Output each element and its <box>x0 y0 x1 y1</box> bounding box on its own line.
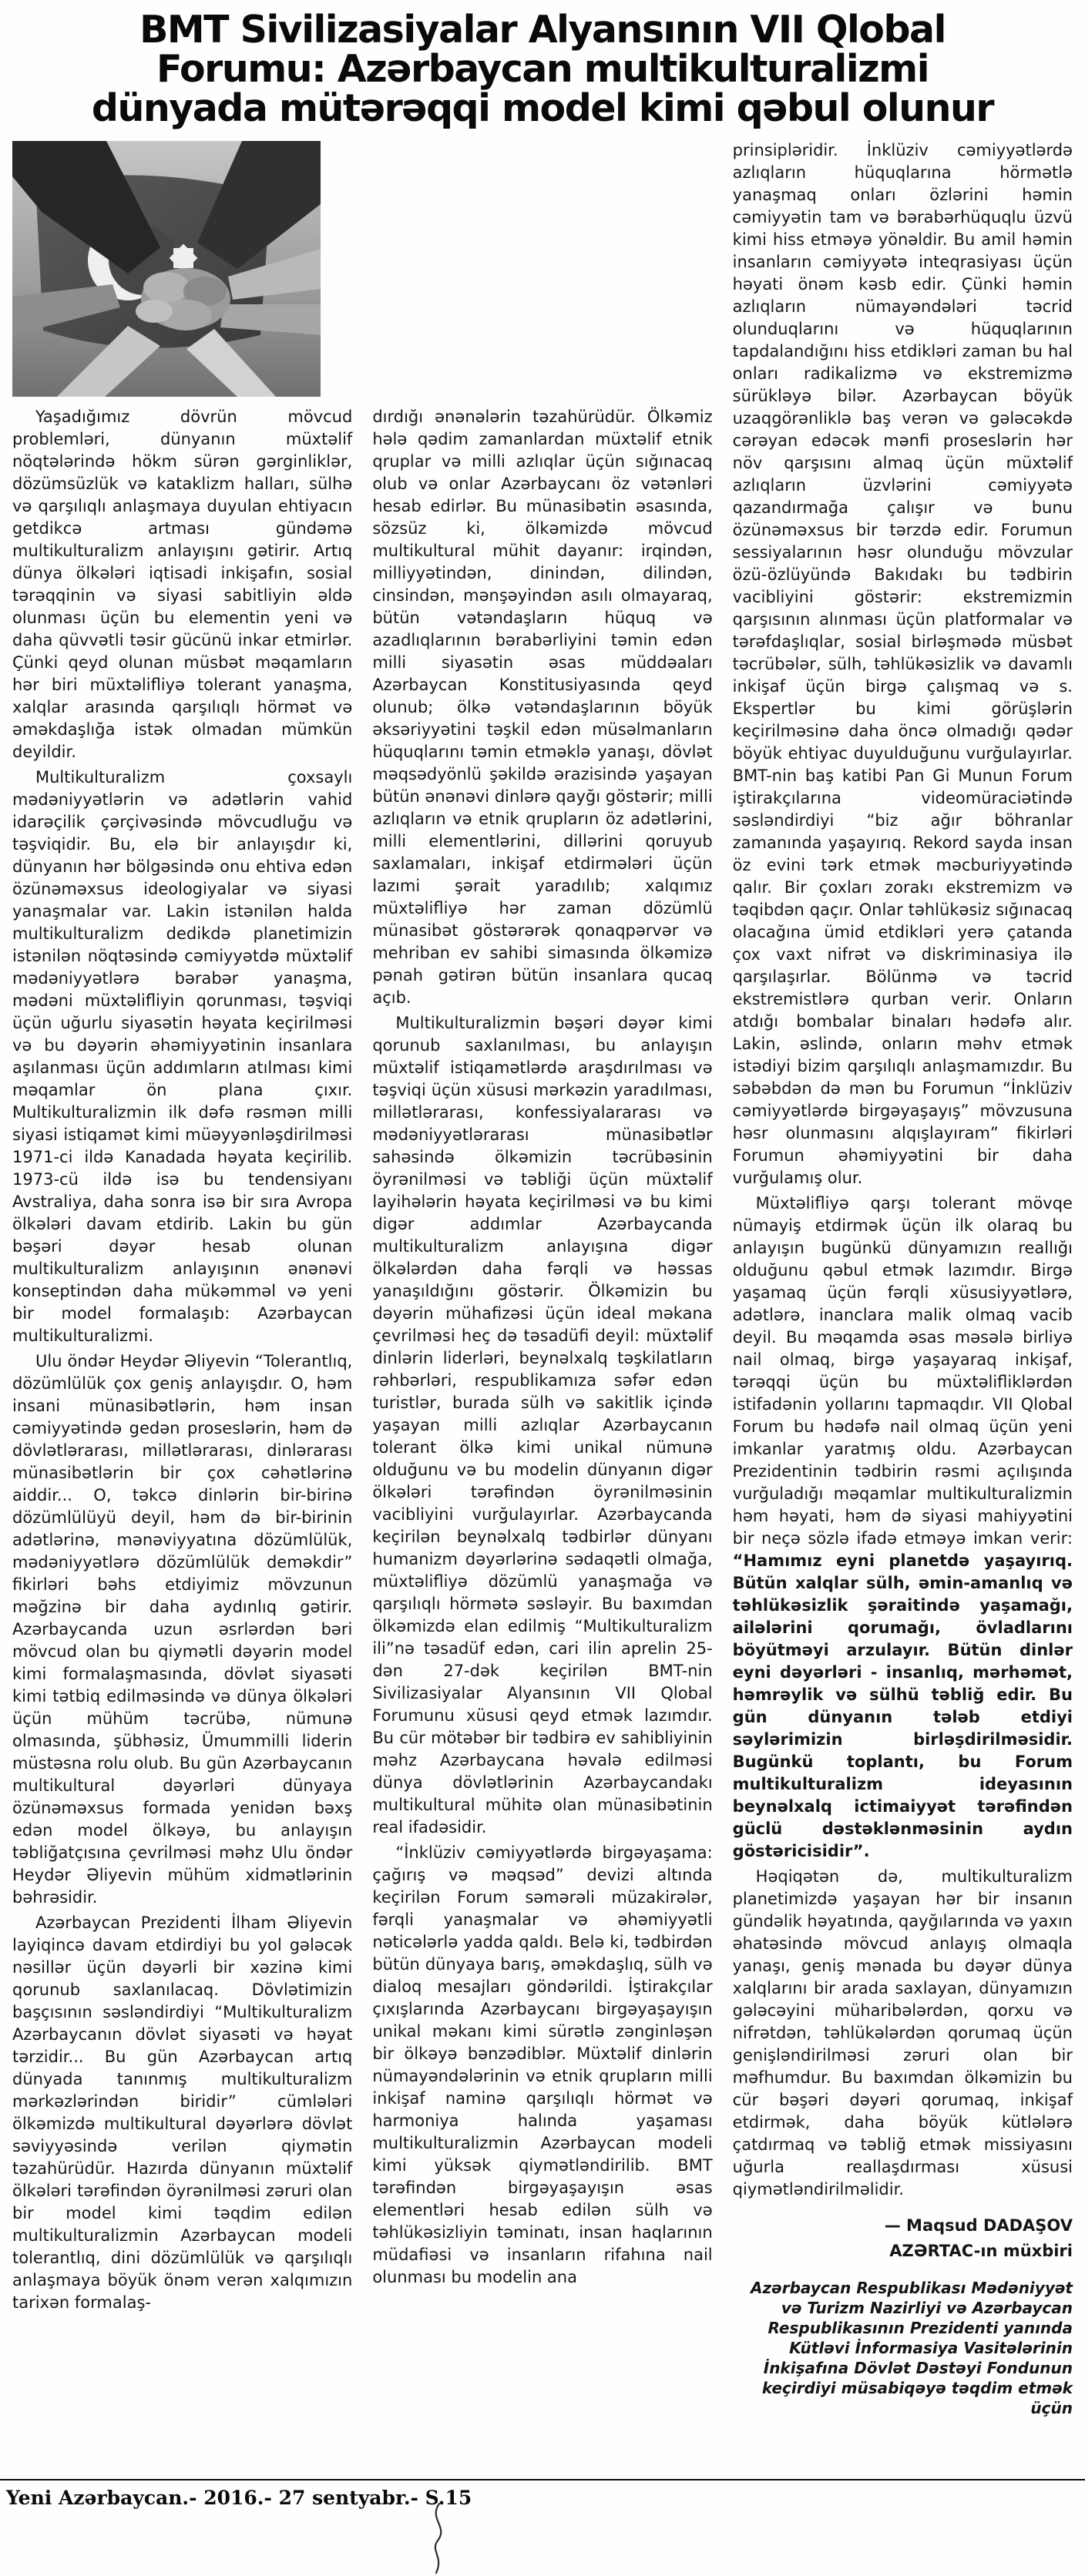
source-citation: Yeni Azərbaycan.- 2016.- 27 sentyabr.- S.15 <box>6 2487 472 2509</box>
paragraph-6: “İnklüziv cəmiyyətlərdə birgəyaşama: çağırış və məqsəd” devizi altında keçirilən Forum səmərəli müzakirələr, fərqli yanaşmalar və əhəmiyyətli nəticələrlə yadda qaldı. Belə ki, tədbirdən bütün dünyaya barış, əməkdaşlıq, sülh və dialoq mesajları göndərildi. İştirakçılar çıxışlarında Azərbaycanı birgəyaşayışın unikal məkanı kimi sürətlə zənginləşən bir ölkəyə bənzədiblər. Müxtəlif dinlərin nümayəndələrinin və etnik qrupların milli inkişaf naminə qarşılıqlı hörmət və harmoniya halında yaşaması multikulturalizmin Azərbaycan modeli kimi yüksək qiymətləndirilib. BMT tərəfindən birgəyaşayışın əsas elementləri hesab edilən sülh və təhlükəsizliyin təminatı, insan haqlarının müdafiəsi və insanların rifahına nail olunması bu modelin ana <box>372 1843 713 2286</box>
president-quote: “Hamımız eyni planetdə yaşayırıq. Bütün xalqlar sülh, əmin-amanlıq və təhlükəsizlik şəraitində yaşamağı, ailələrini qorumağı, övladlarını böyütməyi arzulayır. Bütün dinlər eyni dəyərləri - insanlıq, mərhəmət, həmrəylik və sülhü təbliğ edir. Bu gün dünyanın tələb etdiyi səylərimizin birləşdirilməsidir. Bugünkü toplantı, bu Forum multikulturalizm ideyasının beynəlxalq ictimaiyyət tərəfindən güclü dəstəklənməsinin aydın göstəricisidir”. <box>732 1551 1073 1860</box>
paragraph-2: Multikulturalizm çoxsaylı mədəniyyətlərin və adətlərin vahid idarəçilik çərçivəsində mövcudluğu və təşviqidir. Bu, elə bir anlayışdır ki, dünyanın hər bölgəsində onu ehtiva edən özünəməxsus ideologiyalar və siyasi yanaşmalar var. Lakin istənilən halda multikulturalizm dedikdə planetimizin istənilən nöqtəsində cəmiyyətdə müxtəlif mədəniyyətlərə bərabər yanaşma, mədəni müxtəlifliyin qorunması, təşviqi üçün uğurlu siyasətin həyata keçirilməsi və bu dəyərin əhəmiyyətinin insanlara aşılanması üçün addımların atılması kimi məqamlar ön plana çıxır. Multikulturalizmin ilk dəfə rəsmən milli siyasi istiqamət kimi müəyyənləşdirilməsi 1971-ci ildə Kanadada həyata keçirilib. 1973-cü ildə isə bu tendensiyanı Avstraliya, daha sonra isə bir sıra Avropa ölkələri davam etdirib. Lakin bu gün bəşəri dəyər hesab olunan multikulturalizm anlayışının ənənəvi konseptindən daha mükəmməl və yeni bir model formalaşıb: Azərbaycan multikulturalizmi. <box>12 767 353 1345</box>
headline-line-3: dünyada mütərəqqi model kimi qəbul olunur <box>91 86 994 130</box>
unity-hands-over-azerbaijani-flag-photo <box>12 141 321 397</box>
paragraph-1: Yaşadığımız dövrün mövcud problemləri, dünyanın müxtəlif nöqtələrində hökm sürən gərginliklər, dözümsüzlük və kataklizm halları, sülhə və qarşılıqlı anlaşmaya duyulan ehtiyacın getdikcə artması gündəmə multikulturalizm anlayışını gətirir. Artıq dünya ölkələri iqtisadi inkişafın, sosial tərəqqinin və siyasi sabitliyin əldə olunması üçün bu elementin yeni və daha qüvvətli təsir gücünü inkar etmirlər. Çünki qeyd olunan müsbət məqamların hər biri müxtəlifliyə tolerant yanaşma, xalqlar arasında qarşılıqlı hörmət və əməkdaşlığa istək olmadan mümkün deyildir. <box>12 407 353 761</box>
column-1 <box>12 139 352 2317</box>
column-2 <box>372 139 712 2292</box>
paragraph-5: Multikulturalizmin bəşəri dəyər kimi qorunub saxlanılması, bu anlayışın müxtəlif istiqamətlərdə araşdırılması və təşviqi üçün xüsusi mərkəzin yaradılması, millətlərarası, konfessiyalararası və mədəniyyətlərarası münasibətlər sahəsində ölkəmizin təcrübəsinin öyrənilməsi və təbliği üçün müxtəlif layihələrin həyata keçirilməsi və bu kimi digər addımlar Azərbaycanda multikulturalizm anlayışına digər ölkələrdən daha fərqli və həssas yanaşıldığını göstərir. Ölkəmizin bu dəyərin mühafizəsi üçün ideal məkana çevrilməsi heç də təsadüfi deyil: müxtəlif dinlərin liderləri, beynəlxalq təşkilatların rəhbərləri, respublikamıza səfər edən turistlər, burada sülh və sakitlik içində yaşayan milli azlıqlar Azərbaycanın tolerant ölkə kimi unikal nümunə olduğunu və bu modelin dünyanın digər ölkələri tərəfindən öyrənilməsinin vacibliyini vurğulayırlar. Azərbaycanda keçirilən beynəlxalq tədbirlər dünyanı humanizm dəyərlərinə sədaqətli olmağa, müxtəlifliyə dözümlü yanaşmağa və qarşılıqlı hörmətə səsləyir. Bu baxımdan ölkəmizdə elan edilmiş “Multikulturalizm ili”nə təsadüf edən, cari ilin aprelin 25-dən 27-dək keçirilən BMT-nin Sivilizasiyalar Alyansının VII Qlobal Forumunu xüsusi qeyd etmək lazımdır. Bu cür mötəbər bir tədbirə ev sahibliyinin məhz Azərbaycana həvalə edilməsi dünya dövlətlərinin Azərbaycandakı multikultural mühitə olan münasibətinin real ifadəsidir. <box>372 1013 713 1836</box>
paragraph-3: Ulu öndər Heydər Əliyevin “Tolerantlıq, dözümlülük çox geniş anlayışdır. O, həm insani münasibətlərin, həm insan cəmiyyətində gedən proseslərin, həm də dövlətlərarası, millətlərarası, dinlərarası münasibətlərin bir çox cəhətlərinə aiddir... O, təkcə dinlərin bir-birinə dözümlülüyü deyil, həm də bir-birinin adətlərinə, mənəviyyatına dözümlülük, mədəniyyətlərə dözümlülük deməkdir” fikirləri bəhs etdiyimiz mövzunun məğzinə bir daha aydınlıq gətirir. Azərbaycanda uzun əsrlərdən bəri mövcud olan bu qiymətli dəyərin model kimi formalaşmasında, dövlət siyasəti kimi tətbiq edilməsində və dünya ölkələri üçün mühüm təcrübə, nümunə olmasında, şübhəsiz, Ümummilli liderin müstəsna rolu olub. Bu gün Azərbaycanın multikultural dəyərləri dünyaya özünəməxsus formada yenidən bəxş edən model ölkəyə, bu anlayışın təbliğatçısına çevrilməsi məhz Ulu öndər Heydər Əliyevin mühüm xidmətlərinin bəhrəsidir. <box>12 1351 353 1907</box>
paragraph-7 <box>733 1192 1073 1863</box>
headline-line-2: Forumu: Azərbaycan multikulturalizmi <box>156 46 929 91</box>
paragraph-8: Həqiqətən də, multikulturalizm planetimizdə yaşayan hər bir insanın gündəlik həyatında, qayğılarında və yaxın əhatəsində mövcud anlayış olmaqla yanaşı, geniş mənada bu dəyər dünya xalqlarını bir arada saxlayan, dünyamızın gələcəyini müharibələrdən, qorxu və nifrətdən, təhlükələrdən qorumaq üçün genişləndirilməsi zəruri olan bir məfhumdur. Bu baxımdan ölkəmizin bu cür bəşəri dəyəri qorumaq, inkişaf etdirmək, daha böyük kütlələrə çatdırmaq və təbliğ etmək missiyasını uğurla reallaşdırması xüsusi qiymətləndirilməlidir. <box>732 1867 1073 2199</box>
author-signature: — Maqsud DADAŞOV <box>884 2215 1073 2235</box>
hand-1 <box>143 272 190 303</box>
paragraph-4: Azərbaycan Prezidenti İlham Əliyevin layiqincə davam etdirdiyi bu yol gələcək nəsillər üçün dəyərli bir xəzinə kimi qorunub saxlanılacaq. Dövlətimizin başçısının səsləndirdiyi “Multikulturalizm Azərbaycanın dövlət siyasəti və həyat tərzidir... Bu gün Azərbaycan artıq dünyada tanınmış multikulturalizm mərkəzlərindən biridir” cümlələri ölkəmizdə multikultural dəyərlərə dövlət səviyyəsində verilən qiymətin təzahürüdür. Hazırda dünyanın müxtəlif ölkələri tərəfindən öyrənilməsi zəruri olan bir model kimi təqdim edilən multikulturalizmin Azərbaycan modeli tolerantlıq, dini dözümlülük və qarşılıqlı anlaşmaya böyük önəm verən xalqımızın tarixən formalaş- <box>12 1913 353 2312</box>
paragraph-6-continued: prinsipləridir. İnklüziv cəmiyyətlərdə azlıqların hüquqlarına hörmətlə yanaşmaq onları özlərini həmin cəmiyyətin tam və bərabərhüquqlu üzvü kimi hiss etməyə yönəldir. Bu amil həmin insanların cəmiyyətə inteqrasiyası üçün həyati önəm kəsb edir. Çünki həmin azlıqların nümayəndələri təcrid olunduqlarını və hüquqlarının tapdalandığını hiss etdikləri zaman bu hal onları radikalizmə və ekstremizmə sürükləyə bilər. Azərbaycan böyük uzaqgörənliklə baş verən və gələcəkdə cərəyan edəcək mənfi proseslərin hər növ qarşısını almaq üçün müxtəlif azlıqların üzvlərini cəmiyyətə qazandırmağa çalışır və bunu özünəməxsus bir tərzdə edir. Forumun sessiyalarının həsr olunduğu mövzular özü-özlüyündə Bakıdakı bu tədbirin vacibliyini göstərir: ekstremizmin qarşısının alınması üçün platformalar və tərəfdaşlıqlar, sosial birləşmədə müsbət təcrübələr, sülh, təhlükəsizlik və davamlı inkişaf üçün birgə çalışmaq və s. Ekspertlər bu kimi görüşlərin keçirilməsinə daha öncə olmadığı qədər böyük ehtiyac duyulduğunu vurğulayırlar. BMT-nin baş katibi Pan Gi Munun Forum iştirakçılarına videomüraciətində səsləndirdiyi “biz ağır böhranlar zamanında yaşayırıq. Rekord sayda insan öz evini tərk etmək məcburiyyətində qalır. Bir çoxları zorakı ekstremizm və təqibdən qaçır. Onlar təhlükəsiz sığınacaq olacağına ümid etdikləri yerə çatanda çox vaxt nifrət və diskriminasiya ilə qarşılaşırlar. Bölünmə və təcrid ekstremistlərə qurban verir. Onların atdığı bombalar binaları hədəfə alır. Lakin, əslində, onların məhv etmək istədiyi bizim qarşılıqlı anlaşmamızdır. Bu səbəbdən də mən bu Forumun “İnklüziv cəmiyyətlərdə birgəyaşayış” mövzusuna həsr olunmasını alqışlayıram” fikirləri Forumun əhəmiyyətini bir daha vurğulamış olur. <box>732 140 1073 1187</box>
hand-4 <box>136 300 173 323</box>
paragraph-4-continued: dırdığı ənənələrin təzahürüdür. Ölkəmiz hələ qədim zamanlardan müxtəlif etnik qruplar və milli azlıqlar üçün sığınacaq olub və onlar Azərbaycanı öz vətənləri hesab edirlər. Bu münasibətin əsasında, sözsüz ki, ölkəmizdə mövcud multikultural mühit dayanır: irqindən, milliyyətindən, dinindən, dilindən, cinsindən, mənşəyindən asılı olmayaraq, bütün vətəndaşların hüquq və azadlıqlarının bərabərliyini təmin edən milli siyasətin əsas müddəaları Azərbaycan Konstitusiyasında qeyd olunub; ölkə vətəndaşlarının böyük əksəriyyətini təşkil edən müsəlmanların hüquqlarını təmin etməklə yanaşı, dövlət məqsədyönlü şəkildə ərazisində yaşayan bütün ənənəvi dinlərə qayğı göstərir; milli azlıqların və etnik qrupların öz adətlərini, milli elementlərini, dillərini qoruyub saxlamaları, inkişaf etdirmələri üçün lazımi şərait yaradılıb; xalqımız müxtəlifliyə hər zaman dözümlü münasibət göstərərək qonaqpərvər və mehriban ev sahibi simasında ölkəmizə pənah gətirən bütün insanlara qucaq açıb. <box>372 407 713 1007</box>
article-photo <box>12 141 321 397</box>
competition-note: Azərbaycan Respublikası Mədəniyyət və Turizm Nazirliyi və Azərbaycan Respublikasının Prezidenti yanında Kütləvi İnformasiya Vasitələrinin İnkişafına Dövlət Dəstəyi Fondunun keçirdiyi müsabiqəyə təqdim etmək üçün <box>751 2278 1073 2417</box>
column-3 <box>733 139 1073 2421</box>
headline-line-1: BMT Sivilizasiyalar Alyansının VII Qlobal <box>139 8 946 52</box>
author-title: AZƏRTAC-ın müxbiri <box>889 2241 1073 2260</box>
article-headline <box>0 0 1085 135</box>
scan-pen-mark <box>425 2502 452 2574</box>
flag-star-icon <box>170 243 198 272</box>
column-2-photo-gap <box>372 139 712 406</box>
footer-rule <box>0 2479 1085 2480</box>
paragraph-7-lead: Müxtəlifliyə qarşı tolerant mövqe nümayiş etdirmək üçün ilk olaraq bu anlayışın bugünkü dünyamızın reallığı olduğunu qəbul etmək lazımdır. Birgə yaşamaq üçün fərqli xüsusiyyətlərə, adətlərə, inanclara malik olmaq vacib deyil. Bu məqamda əsas məsələ birliyə nail olmaq, birgə yaşayaraq inkişaf, tərəqqi üçün bu müxtəlifliklərdən istifadənin yollarını tapmaqdır. VII Qlobal Forum bu hədəfə nail olmaq üçün yeni imkanlar yaratmış oldu. Azərbaycan Prezidentinin tədbirin rəsmi açılışında vurğuladığı məqamlar multikulturalizmin həm həyati, həm də siyasi mahiyyətini bir neçə sözlə ifadə etməyə imkan verir: <box>732 1193 1073 1548</box>
article-body <box>0 135 1085 2421</box>
